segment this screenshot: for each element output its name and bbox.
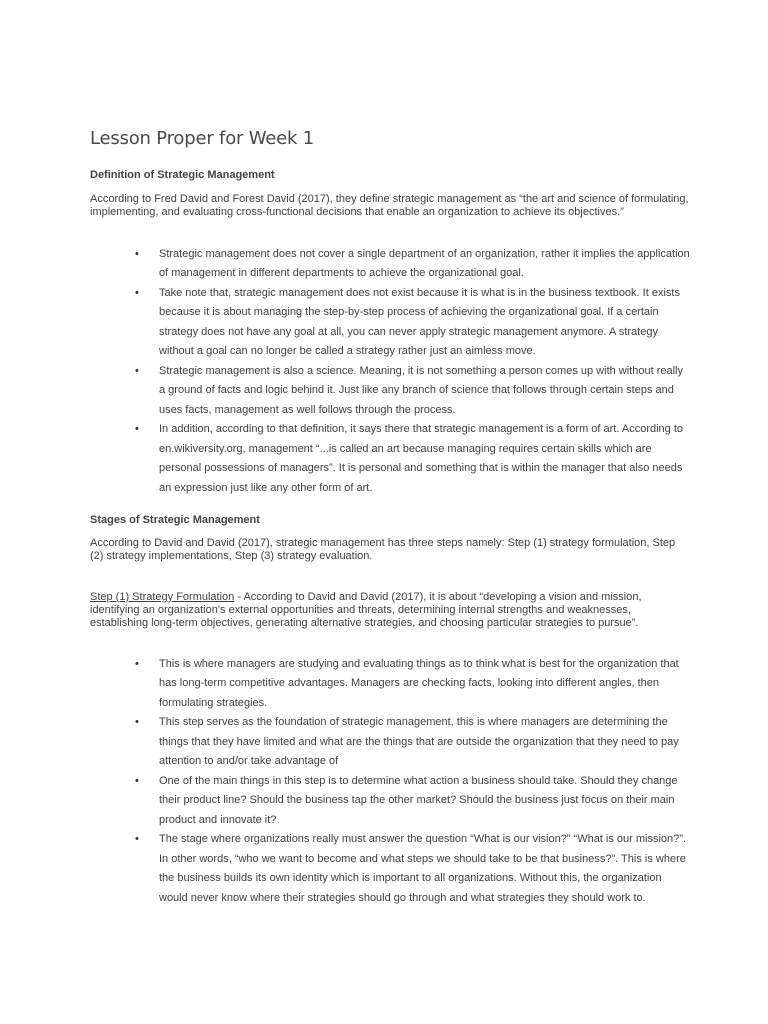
list-item: [90, 420, 690, 498]
definition-bullet-list: [90, 245, 690, 499]
bullet-icon: •: [135, 833, 139, 846]
list-item-text: The stage where organizations really must answer the question “What is our vision?” “What is our mission?”. In other words, “who we want to become and what steps we should take to be that business?”. This is where the business builds its own identity which is important to all organizations. Without this, the organization would never know where their strategies should go through and what strategies they should work to.: [159, 833, 687, 904]
list-item: [90, 245, 690, 284]
list-item-text: Strategic management does not cover a single department of an organization, rather it implies the application of management in different departments to achieve the organizational goal.: [159, 247, 690, 280]
step-1-label: Step (1) Strategy Formulation: [90, 590, 235, 603]
list-item-text: Take note that, strategic management does not exist because it is what is in the business textbook. It exists because it is about managing the step-by-step process of achieving the organizational goal. If a certain strategy does not have any goal at all, you can never apply strategic management anymore. A strategy without a goal can no longer be called a strategy rather just an aimless move.: [159, 286, 680, 358]
list-item-text: One of the main things in this step is to determine what action a business should take. Should they change their product line? Should the business tap the other market? Should the business just focus on their main product and innovate it?: [159, 774, 678, 826]
bullet-icon: •: [135, 716, 139, 729]
list-item: [90, 284, 690, 362]
stages-intro: According to David and David (2017), strategic management has three steps namely: Step (1) strategy formulation, Step (2) strategy implementations, Step (3) strategy evaluation.: [90, 537, 676, 563]
list-item-text: In addition, according to that definition, it says there that strategic management is a form of art. According to en.wikiversity.org, management “...is called an art because managing requires certain skills which are personal possessions of managers”. It is personal and something that is within the manager that also needs an expression just like any other form of art.: [159, 423, 684, 494]
bullet-icon: •: [135, 774, 139, 787]
step-1-paragraph: [90, 591, 690, 631]
list-item: [90, 362, 690, 421]
formulation-bullet-list: [90, 655, 690, 909]
list-item: [90, 830, 690, 908]
section-heading-definition: Definition of Strategic Management: [90, 169, 275, 181]
bullet-icon: •: [135, 364, 139, 377]
page-title: Lesson Proper for Week 1: [90, 128, 315, 149]
definition-intro: According to Fred David and Forest David (2017), they define strategic management as “the art and science of formulating, implementing, and evaluating cross-functional decisions that enable an organization to achieve its objectives.”: [90, 193, 689, 219]
step-1-text: - According to David and David (2017), it is about “developing a vision and mission, identifying an organization’s external opportunities and threats, determining internal strengths and weaknesses, establishing long-term objectives, generating alternative strategies, and choosing particular strategies to pursue”.: [90, 590, 642, 630]
bullet-icon: •: [135, 423, 139, 436]
section-heading-stages: Stages of Strategic Management: [90, 514, 260, 527]
list-item: [90, 713, 690, 772]
list-item-text: This step serves as the foundation of strategic management, this is where managers are determining the things that they have limited and what are the things that are outside the organization that they need to pay attention to and/or take advantage of: [159, 716, 679, 768]
list-item: [90, 655, 690, 714]
list-item: [90, 772, 690, 831]
bullet-icon: •: [135, 247, 139, 260]
bullet-icon: •: [135, 657, 139, 670]
bullet-icon: •: [135, 286, 139, 299]
list-item-text: This is where managers are studying and evaluating things as to think what is best for the organization that has long-term competitive advantages. Managers are checking facts, looking into different angles, then formulating strategies.: [159, 657, 679, 709]
list-item-text: Strategic management is also a science. Meaning, it is not something a person comes up with without really a ground of facts and logic behind it. Just like any branch of science that follows through certain steps and uses facts, management as well follows through the process.: [159, 364, 683, 416]
document-page: [90, 128, 690, 908]
